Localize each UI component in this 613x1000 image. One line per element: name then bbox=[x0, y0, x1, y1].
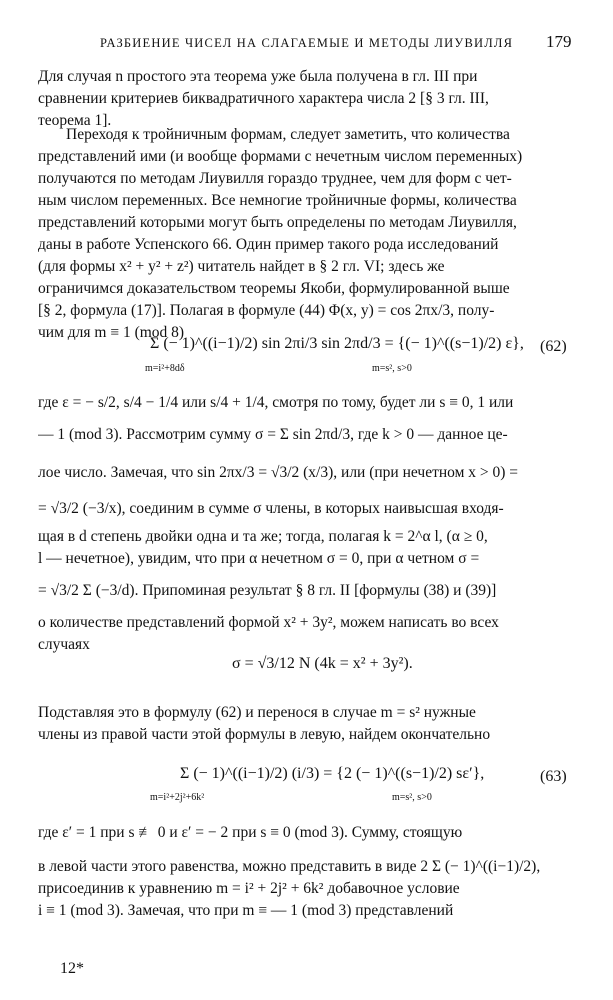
equation-62-sub-left: m=i²+8dδ bbox=[145, 363, 185, 374]
text-line: щая в d степень двойки одна и та же; тогда, полагая k = 2^α l, (α ≥ 0, bbox=[38, 528, 488, 545]
text-line: в левой части этого равенства, можно представить в виде 2 Σ (− 1)^((i−1)/2), bbox=[38, 858, 541, 875]
equation-sigma: σ = √3/12 N (4k = x² + 3y²). bbox=[232, 655, 413, 672]
text-line: i ≡ 1 (mod 3). Замечая, что при m ≡ — 1 (mod 3) представлений bbox=[38, 902, 454, 919]
text-line: получаются по методам Лиувилля гораздо труднее, чем для форм с чет- bbox=[38, 170, 512, 187]
text-line: = √3/2 Σ (−3/d). Припоминая результат § 8 гл. II [формулы (38) и (39)] bbox=[38, 582, 497, 599]
text-line: Переходя к тройничным формам, следует заметить, что количества bbox=[66, 126, 510, 143]
text-line: члены из правой части этой формулы в левую, найдем окончательно bbox=[38, 726, 491, 743]
text-line: Для случая n простого эта теорема уже была получена в гл. III при bbox=[38, 68, 478, 85]
text-line: чим для m ≡ 1 (mod 8) bbox=[38, 324, 185, 341]
signature-mark: 12* bbox=[60, 960, 84, 977]
text-line: представлений которыми могут быть определены по методам Лиувилля, bbox=[38, 214, 517, 231]
running-header: РАЗБИЕНИЕ ЧИСЕЛ НА СЛАГАЕМЫЕ И МЕТОДЫ ЛИУВИЛЛЯ bbox=[100, 36, 514, 50]
paragraph-3 bbox=[38, 392, 576, 656]
text-line: (для формы x² + y² + z²) читатель найдет в § 2 гл. VI; здесь же bbox=[38, 258, 445, 275]
text-line: ограничимся доказательством теоремы Якоби, формулированной выше bbox=[38, 280, 510, 297]
equation-62-sub-right: m=s², s>0 bbox=[372, 363, 412, 374]
equation-63-body: Σ (− 1)^((i−1)/2) (i/3) = {2 (− 1)^((s−1)/2) sε′}, bbox=[180, 765, 485, 782]
text-line: l — нечетное), увидим, что при α нечетном σ = 0, при α четном σ = bbox=[38, 550, 480, 567]
equation-62-number: (62) bbox=[540, 338, 567, 355]
text-line: = √3/2 (−3/x), соединим в сумме σ члены, в которых наивысшая входя- bbox=[38, 500, 504, 517]
text-line: где ε = − s/2, s/4 − 1/4 или s/4 + 1/4, смотря по тому, будет ли s ≡ 0, 1 или bbox=[38, 394, 514, 411]
equation-63-sub-left: m=i²+2j²+6k² bbox=[150, 792, 205, 803]
paragraph-1 bbox=[38, 66, 576, 132]
equation-63 bbox=[180, 765, 484, 783]
text-line: где ε′ = 1 при s ≢ 0 и ε′ = − 2 при s ≡ 0 (mod 3). Сумму, стоящую bbox=[38, 824, 463, 841]
equation-62 bbox=[150, 335, 524, 353]
equation-63-number: (63) bbox=[540, 768, 567, 785]
paragraph-5 bbox=[38, 822, 576, 922]
paragraph-4 bbox=[38, 702, 576, 746]
paragraph-2 bbox=[38, 124, 576, 344]
equation-62-body: Σ (− 1)^((i−1)/2) sin 2πi/3 sin 2πd/3 = {(− 1)^((s−1)/2) ε}, bbox=[150, 335, 524, 352]
page-number: 179 bbox=[546, 32, 572, 51]
equation-63-sub-right: m=s², s>0 bbox=[392, 792, 432, 803]
text-line: даны в работе Успенского 66. Один пример такого рода исследований bbox=[38, 236, 499, 253]
text-line: [§ 2, формула (17)]. Полагая в формуле (44) Φ(x, y) = cos 2πx/3, полу- bbox=[38, 302, 495, 319]
text-line: теорема 1]. bbox=[38, 112, 112, 129]
text-line: сравнении критериев биквадратичного характера числа 2 [§ 3 гл. III, bbox=[38, 90, 489, 107]
text-line: представлений ими (и вообще формами с нечетным числом переменных) bbox=[38, 148, 523, 165]
text-line: Подставляя это в формулу (62) и перенося в случае m = s² нужные bbox=[38, 704, 476, 721]
text-line: ным числом переменных. Все немногие тройничные формы, количества bbox=[38, 192, 517, 209]
text-line: о количестве представлений формой x² + 3y², можем написать во всех bbox=[38, 614, 499, 631]
text-line: лое число. Замечая, что sin 2πx/3 = √3/2 (x/3), или (при нечетном x > 0) = bbox=[38, 464, 519, 481]
text-line: присоединив к уравнению m = i² + 2j² + 6k² добавочное условие bbox=[38, 880, 460, 897]
text-line: — 1 (mod 3). Рассмотрим сумму σ = Σ sin 2πd/3, где k > 0 — данное це- bbox=[38, 426, 508, 443]
text-line: случаях bbox=[38, 636, 90, 653]
